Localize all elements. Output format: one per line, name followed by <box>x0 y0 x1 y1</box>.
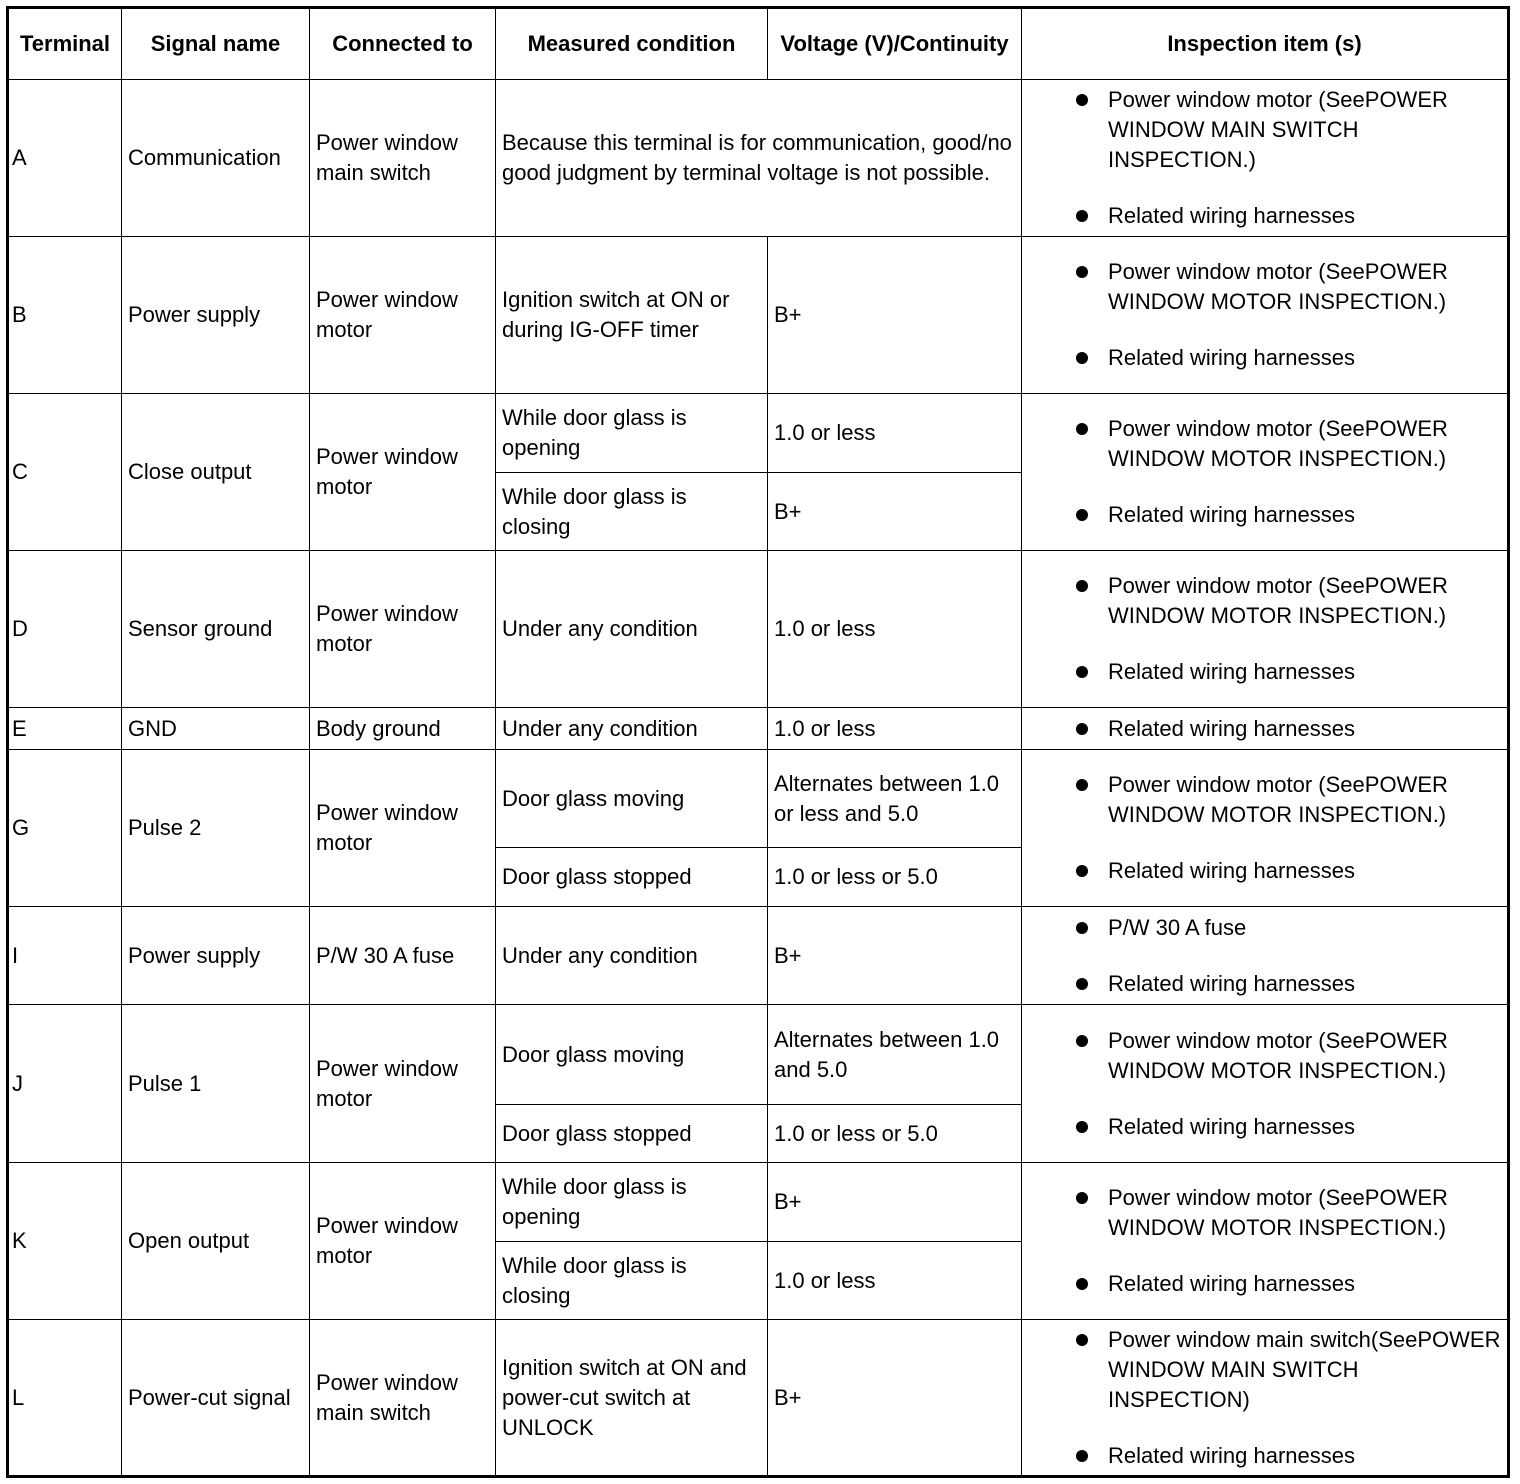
inspection-item-text: Related wiring harnesses <box>1108 345 1356 370</box>
bullet-icon <box>1076 1192 1088 1204</box>
terminal-cell: K <box>8 1163 122 1320</box>
inspection-item <box>1076 1112 1501 1142</box>
voltage-cell: 1.0 or less <box>768 394 1022 473</box>
table-row <box>8 80 1509 237</box>
bullet-icon <box>1076 978 1088 990</box>
measured-condition-cell: Door glass stopped <box>496 1105 768 1163</box>
measured-condition-cell: Under any condition <box>496 907 768 1005</box>
inspection-item <box>1076 1441 1501 1471</box>
inspection-item-text: Related wiring harnesses <box>1108 858 1356 883</box>
inspection-item <box>1076 1269 1501 1299</box>
voltage-cell: B+ <box>768 907 1022 1005</box>
inspection-item-text: Power window motor (SeePOWER WINDOW MAIN SWITCH INSPECTION.) <box>1108 87 1448 172</box>
inspection-item-text: Related wiring harnesses <box>1108 1113 1356 1139</box>
terminal-cell: G <box>8 750 122 907</box>
header-terminal: Terminal <box>8 8 122 80</box>
inspection-list <box>1028 913 1501 999</box>
inspection-item <box>1076 913 1501 943</box>
inspection-item <box>1076 714 1501 744</box>
connected-to-cell: Power window main switch <box>310 80 496 237</box>
connected-to-cell: Power window motor <box>310 237 496 394</box>
inspection-item <box>1076 1325 1501 1415</box>
inspection-list <box>1028 1183 1501 1299</box>
bullet-icon <box>1076 423 1088 435</box>
table-row <box>8 708 1509 750</box>
inspection-list <box>1028 414 1501 530</box>
inspection-item <box>1076 85 1501 175</box>
inspection-item-text: Related wiring harnesses <box>1108 203 1356 228</box>
inspection-item <box>1076 969 1501 999</box>
bullet-icon <box>1076 1035 1088 1047</box>
header-inspection-items: Inspection item (s) <box>1022 8 1509 80</box>
connected-to-cell: Power window motor <box>310 750 496 907</box>
header-voltage: Voltage (V)/Continuity <box>768 8 1022 80</box>
voltage-cell: 1.0 or less <box>768 551 1022 708</box>
measured-condition-cell: While door glass is opening <box>496 394 768 473</box>
inspection-cell <box>1022 394 1509 551</box>
table-row <box>8 1163 1509 1242</box>
inspection-cell <box>1022 708 1509 750</box>
terminal-cell: I <box>8 907 122 1005</box>
table-row <box>8 750 1509 848</box>
header-signal-name: Signal name <box>122 8 310 80</box>
signal-name-cell: Sensor ground <box>122 551 310 708</box>
voltage-cell: 1.0 or less or 5.0 <box>768 848 1022 907</box>
signal-name-cell: Pulse 2 <box>122 750 310 907</box>
measured-condition-cell: Under any condition <box>496 551 768 708</box>
signal-name-cell: Power-cut signal <box>122 1320 310 1477</box>
inspection-cell <box>1022 80 1509 237</box>
inspection-cell <box>1022 551 1509 708</box>
terminal-cell: A <box>8 80 122 237</box>
table-row <box>8 907 1509 1005</box>
measured-condition-cell: Door glass stopped <box>496 848 768 907</box>
inspection-item-text: Related wiring harnesses <box>1108 659 1356 684</box>
signal-name-cell: Pulse 1 <box>122 1005 310 1163</box>
bullet-icon <box>1076 779 1088 791</box>
bullet-icon <box>1076 922 1088 934</box>
measured-condition-cell: While door glass is closing <box>496 473 768 551</box>
connected-to-cell: Body ground <box>310 708 496 750</box>
bullet-icon <box>1076 580 1088 592</box>
inspection-item <box>1076 657 1501 687</box>
inspection-list <box>1028 770 1501 886</box>
inspection-item <box>1076 201 1501 231</box>
bullet-icon <box>1076 509 1088 521</box>
voltage-cell: B+ <box>768 1163 1022 1242</box>
inspection-item-text: Power window main switch(SeePOWER WINDOW MAIN SWITCH INSPECTION) <box>1108 1326 1501 1412</box>
measured-condition-cell: Ignition switch at ON or during IG-OFF timer <box>496 237 768 394</box>
table-body <box>8 80 1509 1477</box>
bullet-icon <box>1076 1450 1088 1462</box>
inspection-list <box>1028 1026 1501 1142</box>
measured-condition-cell: Door glass moving <box>496 750 768 848</box>
inspection-item-text: Related wiring harnesses <box>1108 1442 1356 1468</box>
terminal-cell: J <box>8 1005 122 1163</box>
inspection-item <box>1076 500 1501 530</box>
inspection-cell <box>1022 237 1509 394</box>
inspection-item <box>1076 571 1501 631</box>
voltage-cell: B+ <box>768 473 1022 551</box>
terminal-cell: E <box>8 708 122 750</box>
measured-condition-cell: While door glass is opening <box>496 1163 768 1242</box>
table-row <box>8 1320 1509 1477</box>
table-row <box>8 237 1509 394</box>
header-row <box>8 8 1509 80</box>
connected-to-cell: Power window motor <box>310 1163 496 1320</box>
inspection-item-text: Power window motor (SeePOWER WINDOW MOTOR INSPECTION.) <box>1108 416 1448 471</box>
inspection-cell <box>1022 1320 1509 1477</box>
terminal-cell: B <box>8 237 122 394</box>
inspection-item-text: P/W 30 A fuse <box>1108 914 1247 940</box>
table-row <box>8 1005 1509 1105</box>
inspection-item-text: Related wiring harnesses <box>1108 970 1356 996</box>
voltage-cell: B+ <box>768 237 1022 394</box>
signal-name-cell: Power supply <box>122 237 310 394</box>
inspection-list <box>1028 257 1501 373</box>
connected-to-cell: P/W 30 A fuse <box>310 907 496 1005</box>
inspection-item-text: Power window motor (SeePOWER WINDOW MOTOR INSPECTION.) <box>1108 1185 1448 1240</box>
bullet-icon <box>1076 666 1088 678</box>
table-row <box>8 551 1509 708</box>
bullet-icon <box>1076 1121 1088 1133</box>
voltage-cell: Alternates between 1.0 or less and 5.0 <box>768 750 1022 848</box>
terminal-inspection-table <box>6 6 1510 1478</box>
measured-condition-cell: Door glass moving <box>496 1005 768 1105</box>
inspection-item <box>1076 257 1501 317</box>
voltage-cell: 1.0 or less <box>768 1242 1022 1320</box>
connected-to-cell: Power window motor <box>310 551 496 708</box>
inspection-list <box>1028 1325 1501 1471</box>
merged-condition-cell: Because this terminal is for communication, good/no good judgment by terminal voltage is not possible. <box>496 80 1022 237</box>
signal-name-cell: Power supply <box>122 907 310 1005</box>
inspection-cell <box>1022 1163 1509 1320</box>
inspection-cell <box>1022 1005 1509 1163</box>
signal-name-cell: Close output <box>122 394 310 551</box>
inspection-list <box>1028 714 1501 744</box>
inspection-item <box>1076 1183 1501 1243</box>
inspection-list <box>1028 571 1501 687</box>
inspection-item <box>1076 343 1501 373</box>
measured-condition-cell: While door glass is closing <box>496 1242 768 1320</box>
inspection-item <box>1076 856 1501 886</box>
bullet-icon <box>1076 723 1088 735</box>
terminal-cell: L <box>8 1320 122 1477</box>
connected-to-cell: Power window motor <box>310 1005 496 1163</box>
connected-to-cell: Power window motor <box>310 394 496 551</box>
voltage-cell: Alternates between 1.0 and 5.0 <box>768 1005 1022 1105</box>
inspection-item-text: Related wiring harnesses <box>1108 715 1356 741</box>
inspection-item-text: Power window motor (SeePOWER WINDOW MOTOR INSPECTION.) <box>1108 772 1448 827</box>
bullet-icon <box>1076 1278 1088 1290</box>
terminal-cell: C <box>8 394 122 551</box>
bullet-icon <box>1076 865 1088 877</box>
voltage-cell: 1.0 or less or 5.0 <box>768 1105 1022 1163</box>
inspection-list <box>1028 85 1501 231</box>
bullet-icon <box>1076 352 1088 364</box>
inspection-item <box>1076 414 1501 474</box>
bullet-icon <box>1076 210 1088 222</box>
inspection-item <box>1076 1026 1501 1086</box>
inspection-cell <box>1022 907 1509 1005</box>
terminal-cell: D <box>8 551 122 708</box>
signal-name-cell: Communication <box>122 80 310 237</box>
table-row <box>8 394 1509 473</box>
bullet-icon <box>1076 266 1088 278</box>
signal-name-cell: GND <box>122 708 310 750</box>
inspection-item-text: Related wiring harnesses <box>1108 1271 1356 1296</box>
measured-condition-cell: Ignition switch at ON and power-cut switch at UNLOCK <box>496 1320 768 1477</box>
signal-name-cell: Open output <box>122 1163 310 1320</box>
inspection-item-text: Power window motor (SeePOWER WINDOW MOTOR INSPECTION.) <box>1108 1027 1448 1083</box>
inspection-item-text: Related wiring harnesses <box>1108 502 1356 527</box>
voltage-cell: 1.0 or less <box>768 708 1022 750</box>
voltage-cell: B+ <box>768 1320 1022 1477</box>
inspection-cell <box>1022 750 1509 907</box>
inspection-item-text: Power window motor (SeePOWER WINDOW MOTOR INSPECTION.) <box>1108 259 1448 314</box>
bullet-icon <box>1076 1334 1088 1346</box>
inspection-item <box>1076 770 1501 830</box>
measured-condition-cell: Under any condition <box>496 708 768 750</box>
connected-to-cell: Power window main switch <box>310 1320 496 1477</box>
header-measured-condition: Measured condition <box>496 8 768 80</box>
inspection-item-text: Power window motor (SeePOWER WINDOW MOTOR INSPECTION.) <box>1108 573 1448 628</box>
bullet-icon <box>1076 94 1088 106</box>
header-connected-to: Connected to <box>310 8 496 80</box>
